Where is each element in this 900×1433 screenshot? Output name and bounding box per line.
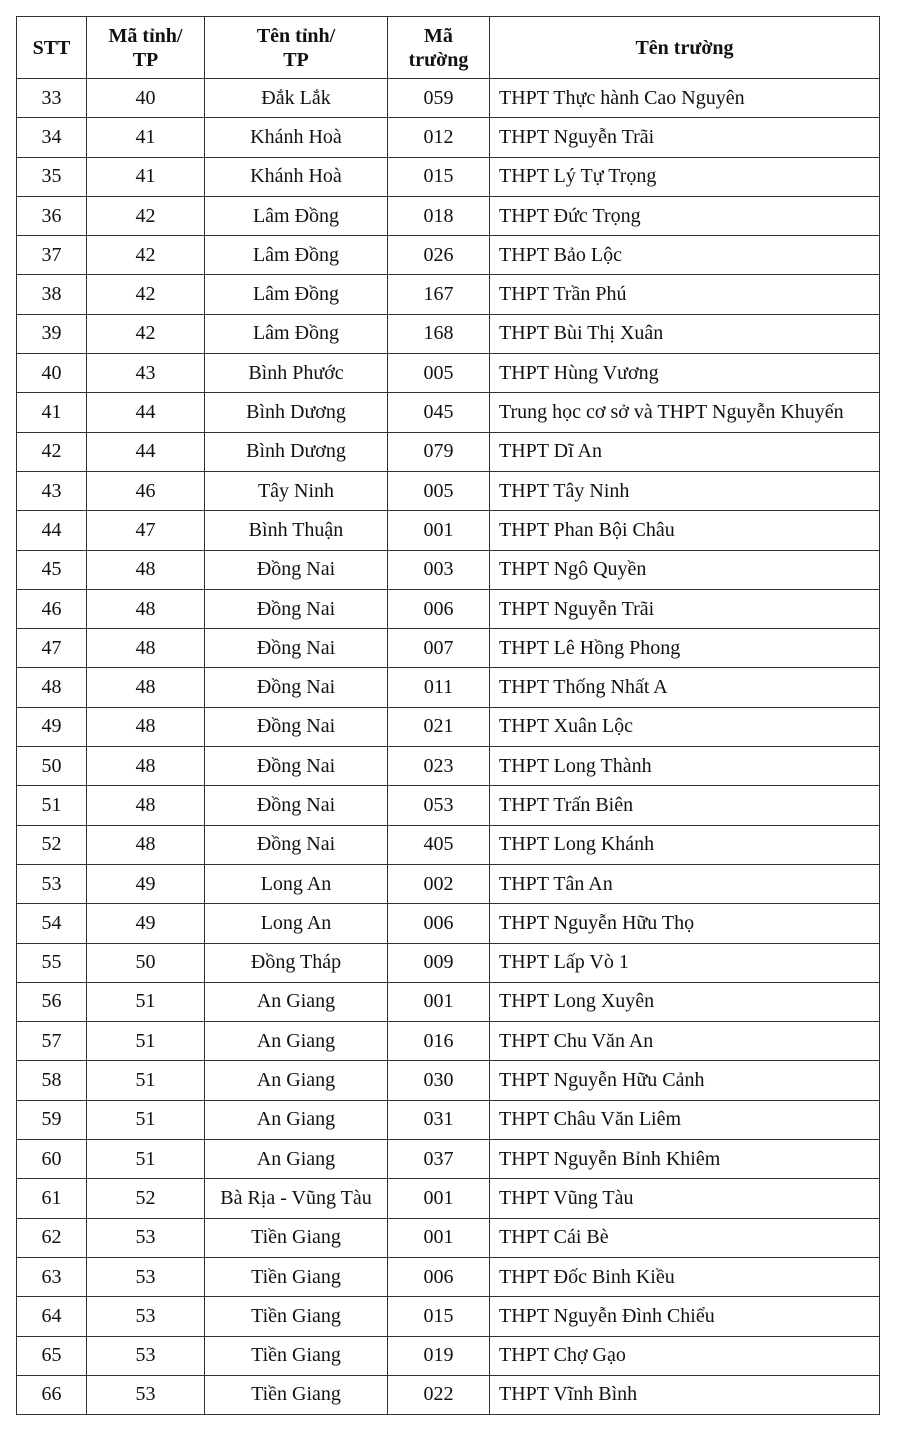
cell-ma-truong: 003 [388,550,490,589]
cell-ten-truong: THPT Nguyễn Trãi [490,118,880,157]
school-list-table [16,16,880,1415]
cell-ten-truong: THPT Lý Tự Trọng [490,157,880,196]
cell-ma-truong: 019 [388,1336,490,1375]
table-row [17,79,880,118]
cell-ten-truong: THPT Lê Hồng Phong [490,629,880,668]
table-row [17,1375,880,1414]
cell-ma-truong: 001 [388,982,490,1021]
table-row [17,786,880,825]
table-row [17,1218,880,1257]
cell-stt: 38 [17,275,87,314]
cell-stt: 37 [17,236,87,275]
cell-stt: 46 [17,589,87,628]
table-row [17,157,880,196]
cell-ma-tinh: 48 [87,786,205,825]
header-ma-truong: Mã trường [388,17,490,79]
header-ma-tinh: Mã tỉnh/ TP [87,17,205,79]
cell-ma-tinh: 53 [87,1218,205,1257]
cell-ten-truong: THPT Chu Văn An [490,1022,880,1061]
cell-ten-truong: THPT Long Xuyên [490,982,880,1021]
cell-ten-truong: THPT Nguyễn Bỉnh Khiêm [490,1140,880,1179]
cell-stt: 40 [17,354,87,393]
cell-stt: 63 [17,1257,87,1296]
cell-stt: 61 [17,1179,87,1218]
table-row [17,589,880,628]
cell-ten-truong: THPT Vĩnh Bình [490,1375,880,1414]
cell-ma-tinh: 51 [87,982,205,1021]
cell-ten-tinh: Bình Phước [205,354,388,393]
cell-ma-tinh: 48 [87,747,205,786]
cell-ten-tinh: Long An [205,904,388,943]
cell-ma-tinh: 51 [87,1100,205,1139]
cell-ten-tinh: Khánh Hoà [205,157,388,196]
cell-ten-tinh: Lâm Đồng [205,236,388,275]
cell-ma-tinh: 41 [87,118,205,157]
cell-ten-truong: THPT Xuân Lộc [490,707,880,746]
cell-ten-tinh: An Giang [205,1022,388,1061]
cell-ten-tinh: An Giang [205,1100,388,1139]
cell-ten-tinh: Đồng Nai [205,629,388,668]
cell-ten-truong: Trung học cơ sở và THPT Nguyễn Khuyến [490,393,880,432]
table-row [17,825,880,864]
cell-ma-tinh: 50 [87,943,205,982]
cell-stt: 53 [17,864,87,903]
cell-ten-tinh: An Giang [205,982,388,1021]
cell-ma-truong: 001 [388,511,490,550]
table-row [17,471,880,510]
cell-ten-truong: THPT Bảo Lộc [490,236,880,275]
cell-stt: 51 [17,786,87,825]
cell-ma-tinh: 48 [87,668,205,707]
table-row [17,629,880,668]
cell-ma-tinh: 42 [87,196,205,235]
cell-stt: 64 [17,1297,87,1336]
cell-ten-truong: THPT Dĩ An [490,432,880,471]
cell-ma-truong: 030 [388,1061,490,1100]
cell-ma-truong: 022 [388,1375,490,1414]
cell-ten-tinh: Lâm Đồng [205,275,388,314]
cell-stt: 56 [17,982,87,1021]
cell-ten-truong: THPT Vũng Tàu [490,1179,880,1218]
cell-ma-truong: 045 [388,393,490,432]
table-row [17,864,880,903]
cell-ma-tinh: 48 [87,629,205,668]
cell-stt: 39 [17,314,87,353]
table-row [17,668,880,707]
cell-ma-truong: 001 [388,1218,490,1257]
cell-ten-tinh: Tiền Giang [205,1218,388,1257]
cell-ten-tinh: Bình Thuận [205,511,388,550]
table-row [17,236,880,275]
cell-ma-tinh: 49 [87,864,205,903]
cell-stt: 45 [17,550,87,589]
cell-ten-tinh: Bình Dương [205,432,388,471]
cell-ma-tinh: 47 [87,511,205,550]
table-row [17,314,880,353]
table-row [17,904,880,943]
cell-ma-truong: 016 [388,1022,490,1061]
cell-ma-tinh: 46 [87,471,205,510]
table-row [17,943,880,982]
cell-ten-tinh: An Giang [205,1061,388,1100]
table-row [17,118,880,157]
cell-ma-truong: 005 [388,471,490,510]
cell-ma-truong: 059 [388,79,490,118]
cell-ten-tinh: Đồng Tháp [205,943,388,982]
cell-ma-truong: 006 [388,904,490,943]
table-row [17,1257,880,1296]
cell-ma-truong: 023 [388,747,490,786]
cell-ten-tinh: Tiền Giang [205,1257,388,1296]
cell-ten-truong: THPT Thống Nhất A [490,668,880,707]
cell-stt: 34 [17,118,87,157]
cell-ten-truong: THPT Trần Phú [490,275,880,314]
cell-ten-truong: THPT Châu Văn Liêm [490,1100,880,1139]
cell-ten-truong: THPT Chợ Gạo [490,1336,880,1375]
cell-ma-tinh: 51 [87,1140,205,1179]
table-row [17,1100,880,1139]
cell-ten-tinh: Đồng Nai [205,825,388,864]
cell-ma-truong: 006 [388,1257,490,1296]
table-row [17,1297,880,1336]
table-row [17,1061,880,1100]
cell-ma-tinh: 41 [87,157,205,196]
cell-ma-tinh: 53 [87,1336,205,1375]
cell-stt: 33 [17,79,87,118]
table-row [17,354,880,393]
cell-ten-truong: THPT Nguyễn Đình Chiểu [490,1297,880,1336]
cell-stt: 59 [17,1100,87,1139]
cell-stt: 41 [17,393,87,432]
cell-stt: 62 [17,1218,87,1257]
cell-ten-truong: THPT Đức Trọng [490,196,880,235]
cell-stt: 44 [17,511,87,550]
cell-stt: 48 [17,668,87,707]
table-row [17,275,880,314]
table-row [17,1022,880,1061]
cell-ma-truong: 001 [388,1179,490,1218]
cell-ten-tinh: Tiền Giang [205,1375,388,1414]
table-row [17,982,880,1021]
cell-ma-tinh: 51 [87,1022,205,1061]
cell-ten-truong: THPT Lấp Vò 1 [490,943,880,982]
cell-ma-tinh: 48 [87,550,205,589]
cell-ten-truong: THPT Nguyễn Hữu Cảnh [490,1061,880,1100]
cell-stt: 49 [17,707,87,746]
header-stt: STT [17,17,87,79]
cell-ten-truong: THPT Ngô Quyền [490,550,880,589]
cell-ma-tinh: 42 [87,314,205,353]
cell-stt: 54 [17,904,87,943]
cell-ten-truong: THPT Nguyễn Trãi [490,589,880,628]
cell-ten-tinh: Đồng Nai [205,550,388,589]
table-row [17,1179,880,1218]
table-row [17,747,880,786]
cell-ma-tinh: 44 [87,432,205,471]
cell-ten-truong: THPT Nguyễn Hữu Thọ [490,904,880,943]
cell-ma-truong: 021 [388,707,490,746]
cell-ma-truong: 167 [388,275,490,314]
cell-stt: 58 [17,1061,87,1100]
cell-ma-truong: 006 [388,589,490,628]
cell-ten-tinh: Đồng Nai [205,589,388,628]
cell-stt: 57 [17,1022,87,1061]
table-row [17,707,880,746]
table-row [17,393,880,432]
cell-ma-tinh: 53 [87,1375,205,1414]
cell-ma-tinh: 42 [87,236,205,275]
cell-ma-tinh: 48 [87,707,205,746]
cell-ten-tinh: Lâm Đồng [205,196,388,235]
cell-ma-truong: 009 [388,943,490,982]
table-row [17,432,880,471]
cell-ma-tinh: 49 [87,904,205,943]
cell-stt: 47 [17,629,87,668]
cell-ten-truong: THPT Thực hành Cao Nguyên [490,79,880,118]
cell-ma-tinh: 43 [87,354,205,393]
cell-ten-tinh: Đồng Nai [205,707,388,746]
cell-ten-tinh: Lâm Đồng [205,314,388,353]
cell-ten-truong: THPT Tây Ninh [490,471,880,510]
table-row [17,1336,880,1375]
cell-stt: 52 [17,825,87,864]
cell-ten-tinh: Đắk Lắk [205,79,388,118]
cell-ma-tinh: 52 [87,1179,205,1218]
cell-stt: 36 [17,196,87,235]
cell-ten-tinh: Bà Rịa - Vũng Tàu [205,1179,388,1218]
cell-ma-tinh: 53 [87,1257,205,1296]
cell-ma-truong: 007 [388,629,490,668]
cell-ma-truong: 018 [388,196,490,235]
cell-stt: 35 [17,157,87,196]
cell-ten-truong: THPT Long Khánh [490,825,880,864]
cell-ten-tinh: An Giang [205,1140,388,1179]
cell-stt: 42 [17,432,87,471]
cell-ma-truong: 002 [388,864,490,903]
cell-ma-tinh: 48 [87,825,205,864]
table-body [17,79,880,1415]
cell-ten-tinh: Long An [205,864,388,903]
table-row [17,550,880,589]
cell-ma-truong: 011 [388,668,490,707]
cell-ten-tinh: Khánh Hoà [205,118,388,157]
cell-ten-truong: THPT Cái Bè [490,1218,880,1257]
cell-ten-tinh: Tiền Giang [205,1336,388,1375]
cell-ma-tinh: 53 [87,1297,205,1336]
cell-ma-tinh: 44 [87,393,205,432]
cell-ma-truong: 037 [388,1140,490,1179]
cell-stt: 55 [17,943,87,982]
cell-ten-tinh: Bình Dương [205,393,388,432]
cell-ma-truong: 015 [388,157,490,196]
header-ten-tinh: Tên tỉnh/ TP [205,17,388,79]
cell-ten-tinh: Tiền Giang [205,1297,388,1336]
cell-ma-tinh: 51 [87,1061,205,1100]
cell-stt: 60 [17,1140,87,1179]
table-row [17,1140,880,1179]
cell-ma-tinh: 48 [87,589,205,628]
cell-ma-tinh: 40 [87,79,205,118]
table-row [17,196,880,235]
cell-ma-truong: 168 [388,314,490,353]
cell-ten-truong: THPT Đốc Binh Kiều [490,1257,880,1296]
cell-ten-truong: THPT Hùng Vương [490,354,880,393]
cell-ten-truong: THPT Bùi Thị Xuân [490,314,880,353]
cell-ma-truong: 079 [388,432,490,471]
cell-ten-tinh: Tây Ninh [205,471,388,510]
cell-ten-tinh: Đồng Nai [205,668,388,707]
header-ten-truong: Tên trường [490,17,880,79]
cell-ten-truong: THPT Trấn Biên [490,786,880,825]
cell-ten-truong: THPT Long Thành [490,747,880,786]
cell-ten-tinh: Đồng Nai [205,786,388,825]
header-row [17,17,880,79]
cell-ten-tinh: Đồng Nai [205,747,388,786]
cell-ma-tinh: 42 [87,275,205,314]
cell-ma-truong: 005 [388,354,490,393]
cell-ten-truong: THPT Phan Bội Châu [490,511,880,550]
table-row [17,511,880,550]
cell-ma-truong: 405 [388,825,490,864]
cell-ma-truong: 053 [388,786,490,825]
cell-stt: 50 [17,747,87,786]
cell-stt: 65 [17,1336,87,1375]
cell-stt: 43 [17,471,87,510]
cell-ma-truong: 015 [388,1297,490,1336]
cell-ma-truong: 031 [388,1100,490,1139]
cell-ten-truong: THPT Tân An [490,864,880,903]
cell-ma-truong: 026 [388,236,490,275]
cell-stt: 66 [17,1375,87,1414]
cell-ma-truong: 012 [388,118,490,157]
